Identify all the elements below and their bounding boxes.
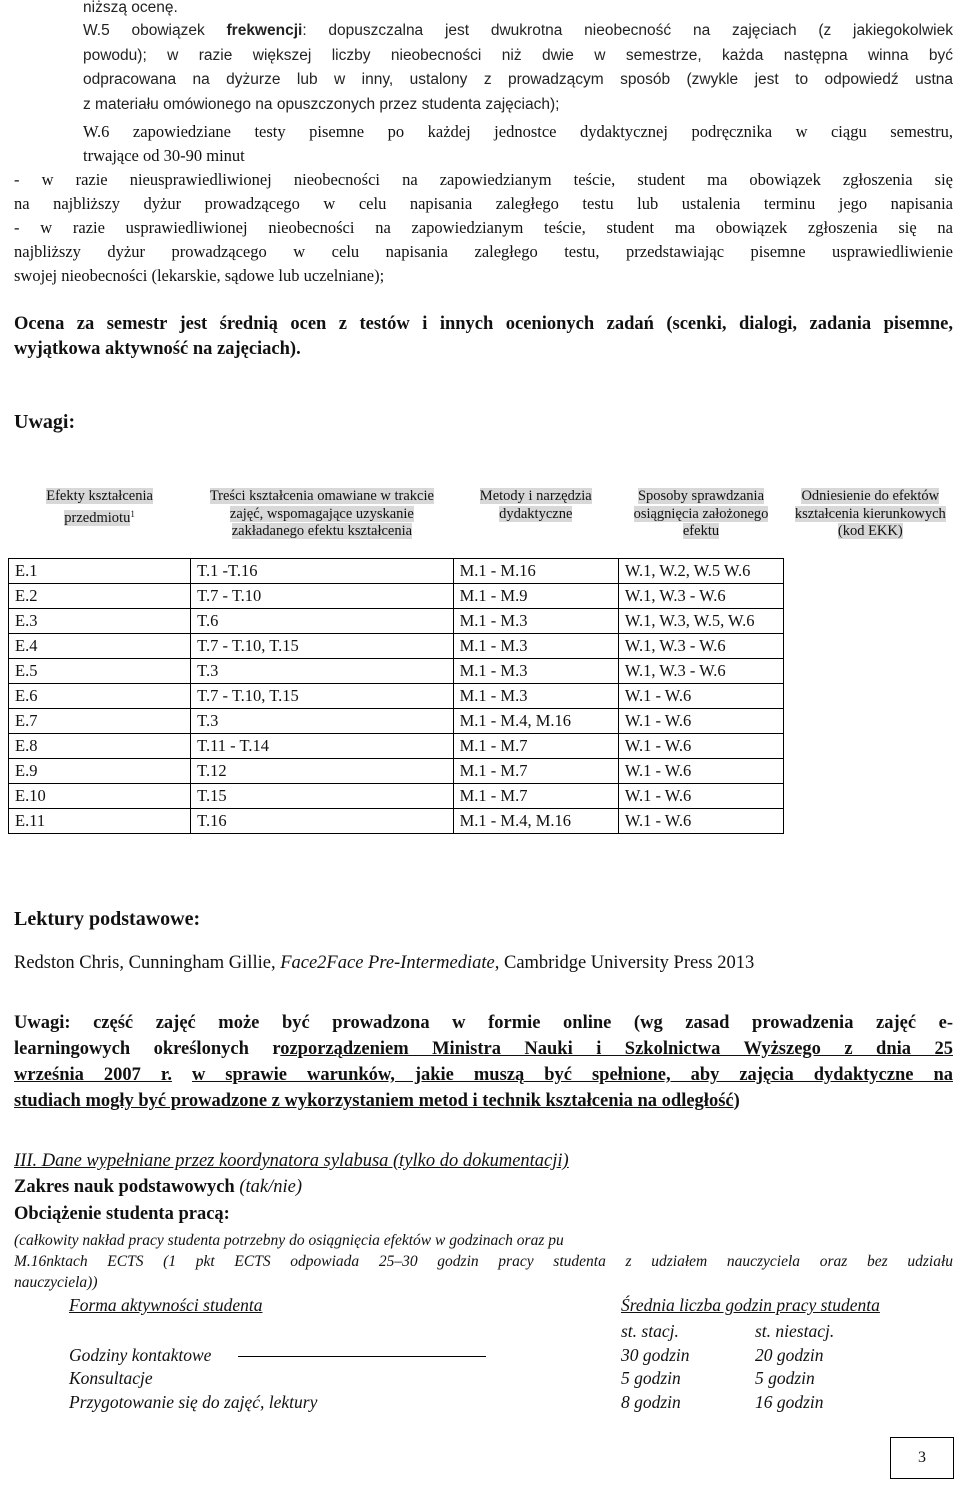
text-line: - w razie nieusprawiedliwionej nieobecności na zapowiedzianym teście, student ma obowiązek zgłoszenia się bbox=[14, 170, 953, 189]
method-cell: M.1 - M.7 bbox=[453, 784, 618, 809]
verification-cell: W.1, W.3, W.5, W.6 bbox=[618, 609, 783, 634]
workload-activity: Przygotowanie się do zajęć, lektury bbox=[69, 1392, 318, 1412]
ekk-cell bbox=[784, 609, 958, 634]
ekk-cell bbox=[784, 809, 958, 834]
content-cell: T.3 bbox=[191, 659, 453, 684]
effect-cell: E.5 bbox=[9, 659, 191, 684]
header-methods: Metody i narzędzia dydaktyczne bbox=[479, 488, 592, 522]
workload-sub-stac: st. stacj. bbox=[621, 1321, 679, 1341]
content-cell: T.1 -T.16 bbox=[191, 559, 453, 584]
method-cell: M.1 - M.16 bbox=[453, 559, 618, 584]
text-line: trwające od 30-90 minut bbox=[83, 146, 245, 165]
content-cell: T.6 bbox=[191, 609, 453, 634]
ekk-cell bbox=[784, 659, 958, 684]
verification-cell: W.1 - W.6 bbox=[618, 709, 783, 734]
workload-stac: 5 godzin bbox=[621, 1368, 681, 1388]
header-content: Treści kształcenia omawiane w trakcie zajęć, wspomagające uzyskanie zakładanego efektu kształcenia bbox=[209, 488, 434, 539]
ekk-cell bbox=[784, 684, 958, 709]
text-line: powodu); w razie większej liczby nieobecności niż dwie w semestrze, każda następna winna być bbox=[83, 47, 953, 64]
section-heading: III. Dane wypełniane przez koordynatora sylabusa (tylko do dokumentacji) bbox=[14, 1151, 569, 1171]
ekk-cell bbox=[784, 559, 958, 584]
header-verification: Sposoby sprawdzania osiągnięcia założonego efektu bbox=[633, 488, 769, 539]
obciazenie-line: Obciążenie studenta pracą: bbox=[14, 1204, 230, 1224]
method-cell: M.1 - M.3 bbox=[453, 684, 618, 709]
verification-cell: W.1, W.3 - W.6 bbox=[618, 584, 783, 609]
table-row bbox=[9, 634, 958, 659]
verification-cell: W.1 - W.6 bbox=[618, 809, 783, 834]
text-line-w5: W.5 obowiązek frekwencji: dopuszczalna jest dwukrotna nieobecność na zajęciach (z jakiegokolwiek bbox=[83, 22, 953, 39]
effect-cell: E.4 bbox=[9, 634, 191, 659]
table-header-row bbox=[9, 488, 958, 559]
ekk-cell bbox=[784, 709, 958, 734]
effects-table bbox=[8, 488, 958, 834]
content-cell: T.7 - T.10 bbox=[191, 584, 453, 609]
ekk-cell bbox=[784, 759, 958, 784]
ekk-cell bbox=[784, 734, 958, 759]
text-line-w6: W.6 zapowiedziane testy pisemne po każdej jednostce dydaktycznej podręcznika w ciągu semestru, bbox=[83, 122, 953, 141]
ekk-cell bbox=[784, 584, 958, 609]
workload-col-avg: Średnia liczba godzin pracy studenta bbox=[621, 1295, 880, 1315]
grade-text: wyjątkowa aktywność na zajęciach). bbox=[14, 339, 301, 359]
verification-cell: W.1 - W.6 bbox=[618, 784, 783, 809]
table-row bbox=[9, 734, 958, 759]
content-cell: T.15 bbox=[191, 784, 453, 809]
text-line: swojej nieobecności (lekarskie, sądowe lub uczelniane); bbox=[14, 266, 385, 285]
workload-sub-niestac: st. niestacj. bbox=[755, 1321, 835, 1341]
effect-cell: E.7 bbox=[9, 709, 191, 734]
workload-activity: Godziny kontaktowe bbox=[69, 1345, 212, 1365]
method-cell: M.1 - M.4, M.16 bbox=[453, 809, 618, 834]
table-row bbox=[9, 709, 958, 734]
verification-cell: W.1 - W.6 bbox=[618, 759, 783, 784]
table-row bbox=[9, 659, 958, 684]
workload-stac: 8 godzin bbox=[621, 1392, 681, 1412]
lektury-heading: Lektury podstawowe: bbox=[14, 908, 201, 930]
uwagi-heading: Uwagi: bbox=[14, 411, 76, 433]
uwagi-online-text: września 2007 r. w sprawie warunków, jakie muszą być spełnione, aby zajęcia dydaktyczne na bbox=[14, 1065, 953, 1085]
effect-cell: E.3 bbox=[9, 609, 191, 634]
method-cell: M.1 - M.7 bbox=[453, 759, 618, 784]
text-line: z materiału omówionego na opuszczonych przez studenta zajęciach); bbox=[83, 96, 560, 113]
workload-activity: Konsultacje bbox=[69, 1368, 153, 1388]
method-cell: M.1 - M.9 bbox=[453, 584, 618, 609]
text-line: na najbliższy dyżur prowadzącego w celu napisania zaległego testu lub ustalenia terminu jego napisania bbox=[14, 194, 953, 213]
effect-cell: E.1 bbox=[9, 559, 191, 584]
uwagi-online-text: Uwagi: część zajęć może być prowadzona w formie online (wg zasad prowadzenia zajęć e- bbox=[14, 1013, 953, 1033]
note-line: nauczyciela)) bbox=[14, 1274, 98, 1291]
text-line: - w razie usprawiedliwionej nieobecności na zapowiedzianym teście, student ma obowiązek zgłoszenia się na bbox=[14, 218, 953, 237]
content-cell: T.12 bbox=[191, 759, 453, 784]
method-cell: M.1 - M.7 bbox=[453, 734, 618, 759]
method-cell: M.1 - M.3 bbox=[453, 634, 618, 659]
effect-cell: E.9 bbox=[9, 759, 191, 784]
table-row bbox=[9, 784, 958, 809]
table-row bbox=[9, 759, 958, 784]
zakres-line: Zakres nauk podstawowych (tak/nie) bbox=[14, 1177, 302, 1197]
effect-cell: E.10 bbox=[9, 784, 191, 809]
table-row bbox=[9, 584, 958, 609]
grade-text: Ocena za semestr jest średnią ocen z testów i innych ocenionych zadań (scenki, dialogi, zadania pisemne, bbox=[14, 314, 953, 334]
content-cell: T.7 - T.10, T.15 bbox=[191, 634, 453, 659]
verification-cell: W.1 - W.6 bbox=[618, 734, 783, 759]
lektury-entry: Redston Chris, Cunningham Gillie, Face2Face Pre-Intermediate, Cambridge University Press 2013 bbox=[14, 953, 755, 973]
table-row bbox=[9, 609, 958, 634]
note-line: M.16nktach ECTS (1 pkt ECTS odpowiada 25–30 godzin pracy studenta z udziałem nauczyciela oraz bez udziału bbox=[14, 1253, 953, 1270]
filler-line bbox=[238, 1356, 486, 1357]
workload-niestac: 16 godzin bbox=[755, 1392, 824, 1412]
verification-cell: W.1, W.3 - W.6 bbox=[618, 634, 783, 659]
effect-cell: E.11 bbox=[9, 809, 191, 834]
header-ekk: Odniesienie do efektów kształcenia kierunkowych (kod EKK) bbox=[794, 488, 946, 539]
method-cell: M.1 - M.4, M.16 bbox=[453, 709, 618, 734]
workload-niestac: 20 godzin bbox=[755, 1345, 824, 1365]
text-line: niższą ocenę. bbox=[83, 0, 178, 16]
table-row bbox=[9, 559, 958, 584]
note-line: (całkowity nakład pracy studenta potrzebny do osiągnięcia efektów w godzinach oraz pu bbox=[14, 1232, 564, 1249]
ekk-cell bbox=[784, 634, 958, 659]
content-cell: T.11 - T.14 bbox=[191, 734, 453, 759]
content-cell: T.3 bbox=[191, 709, 453, 734]
header-effects: Efekty kształcenia przedmiotu$^1$ bbox=[46, 488, 153, 527]
text-line: odpracowana na dyżurze lub w inny, ustalony z prowadzącym sposób (zwykle jest to odpowiedź ustna bbox=[83, 71, 953, 88]
verification-cell: W.1 - W.6 bbox=[618, 684, 783, 709]
ekk-cell bbox=[784, 784, 958, 809]
uwagi-online-text: studiach mogły być prowadzone z wykorzystaniem metod i technik kształcenia na odległość) bbox=[14, 1091, 740, 1111]
effect-cell: E.8 bbox=[9, 734, 191, 759]
effect-cell: E.6 bbox=[9, 684, 191, 709]
table-row bbox=[9, 684, 958, 709]
content-cell: T.7 - T.10, T.15 bbox=[191, 684, 453, 709]
verification-cell: W.1, W.2, W.5 W.6 bbox=[618, 559, 783, 584]
method-cell: M.1 - M.3 bbox=[453, 659, 618, 684]
method-cell: M.1 - M.3 bbox=[453, 609, 618, 634]
table-row bbox=[9, 809, 958, 834]
effect-cell: E.2 bbox=[9, 584, 191, 609]
content-cell: T.16 bbox=[191, 809, 453, 834]
workload-niestac: 5 godzin bbox=[755, 1368, 815, 1388]
workload-col-activity: Forma aktywności studenta bbox=[69, 1295, 263, 1315]
page-number: 3 bbox=[890, 1437, 954, 1479]
verification-cell: W.1, W.3 - W.6 bbox=[618, 659, 783, 684]
text-line: najbliższy dyżur prowadzącego w celu napisania zaległego testu, przedstawiając pisemne usprawiedliwienie bbox=[14, 242, 953, 261]
uwagi-online-text: learningowych określonych rozporządzeniem Ministra Nauki i Szkolnictwa Wyższego z dnia 25 bbox=[14, 1039, 953, 1059]
workload-stac: 30 godzin bbox=[621, 1345, 690, 1365]
